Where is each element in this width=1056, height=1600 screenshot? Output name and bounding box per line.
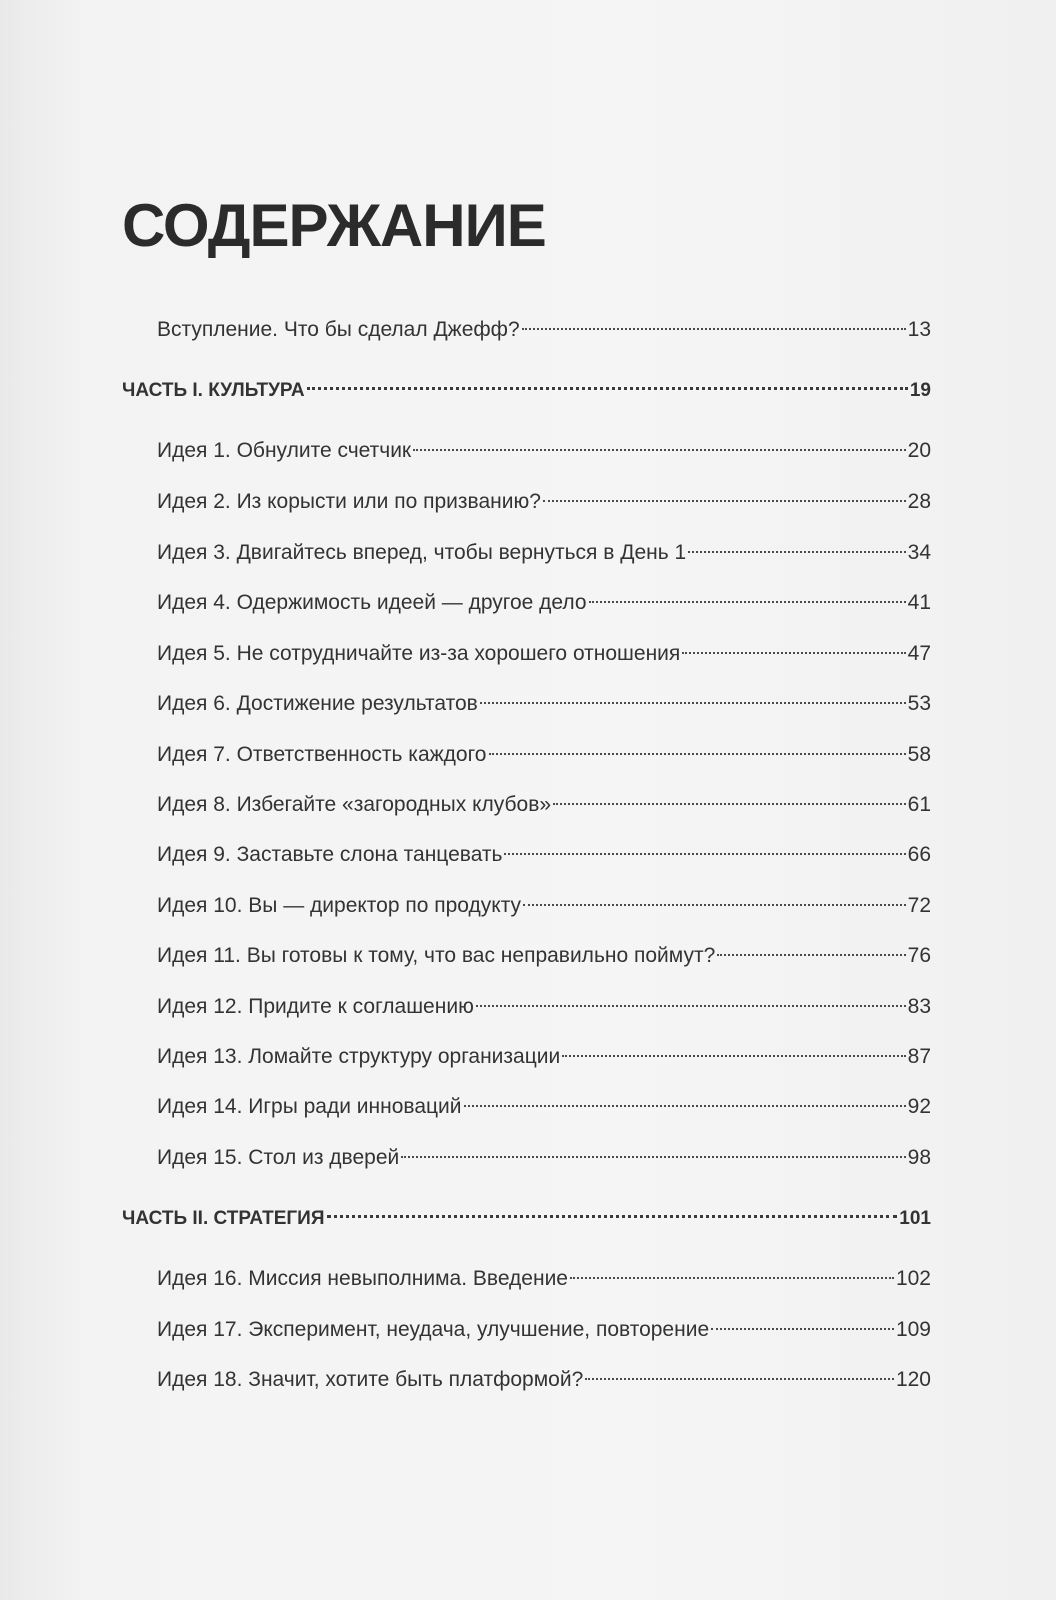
dot-leader: [711, 1328, 894, 1330]
toc-page-number: 92: [907, 1095, 931, 1118]
toc-page-number: 83: [907, 995, 931, 1018]
dot-leader: [553, 803, 906, 805]
toc-entry: [157, 1315, 931, 1345]
toc-page-number: 19: [909, 380, 931, 401]
page-title: СОДЕРЖАНИЕ: [122, 192, 546, 259]
dot-leader: [523, 904, 906, 906]
toc-entry-label: Идея 13. Ломайте структуру организации: [157, 1045, 561, 1068]
dot-leader: [543, 500, 906, 502]
toc-entry-label: Вступление. Что бы сделал Джефф?: [157, 318, 520, 341]
toc-page-number: 61: [907, 793, 931, 816]
toc-entry-label: Идея 17. Эксперимент, неудача, улучшение, повторение: [157, 1318, 710, 1341]
dot-leader: [413, 449, 906, 451]
toc-entry-label: Идея 4. Одержимость идеей — другое дело: [157, 591, 587, 614]
dot-leader: [464, 1105, 906, 1107]
toc-page-number: 87: [907, 1045, 931, 1068]
toc-page-number: 20: [907, 439, 931, 462]
toc-page-number: 76: [907, 944, 931, 967]
toc-entry: [157, 689, 931, 719]
dot-leader: [589, 601, 906, 603]
toc-entry-label: Идея 8. Избегайте «загородных клубов»: [157, 793, 552, 816]
toc-page-number: 101: [899, 1208, 931, 1229]
toc-entry: [157, 1143, 931, 1173]
toc-entry-label: Идея 9. Заставьте слона танцевать: [157, 843, 503, 866]
toc-entry-label: Идея 15. Стол из дверей: [157, 1146, 400, 1169]
dot-leader: [717, 954, 905, 956]
toc-entry: [157, 840, 931, 870]
toc-entry-label: ЧАСТЬ I. КУЛЬТУРА: [122, 380, 305, 401]
toc-page-number: 98: [907, 1146, 931, 1169]
toc-page-number: 109: [895, 1318, 931, 1341]
toc-entry: [157, 1092, 931, 1122]
toc-page-number: 72: [907, 894, 931, 917]
toc-entry-label: Идея 12. Придите к соглашению: [157, 995, 474, 1018]
toc-entry: [157, 891, 931, 921]
toc-entry: [157, 436, 931, 466]
toc-entry-label: Идея 10. Вы — директор по продукту: [157, 894, 522, 917]
dot-leader: [585, 1378, 894, 1380]
toc-entry-label: Идея 7. Ответственность каждого: [157, 743, 487, 766]
toc-page-number: 58: [907, 743, 931, 766]
dot-leader: [504, 853, 905, 855]
toc-part-heading: [122, 376, 931, 406]
toc-page-number: 34: [907, 541, 931, 564]
dot-leader: [562, 1055, 905, 1057]
toc-entry-label: Идея 3. Двигайтесь вперед, чтобы вернуться в День 1: [157, 541, 687, 564]
toc-part-heading: [122, 1204, 931, 1234]
toc-entry-label: Идея 2. Из корысти или по призванию?: [157, 490, 541, 513]
toc-entry-label: ЧАСТЬ II. СТРАТЕГИЯ: [122, 1208, 325, 1229]
toc-entry-label: Идея 14. Игры ради инноваций: [157, 1095, 462, 1118]
toc-entry: [157, 1042, 931, 1072]
dot-leader: [682, 652, 905, 654]
toc-page-number: 53: [907, 692, 931, 715]
toc-entry-label: Идея 16. Миссия невыполнима. Введение: [157, 1267, 568, 1290]
toc-page-number: 102: [895, 1267, 931, 1290]
toc-entry-label: Идея 1. Обнулите счетчик: [157, 439, 412, 462]
toc-entry-label: Идея 5. Не сотрудничайте из-за хорошего отношения: [157, 642, 681, 665]
dot-leader: [480, 702, 906, 704]
toc-entry: [157, 790, 931, 820]
toc-entry: [157, 1264, 931, 1294]
toc-page-number: 28: [907, 490, 931, 513]
toc-page-number: 120: [895, 1368, 931, 1391]
toc-entry: [157, 487, 931, 517]
toc-entry: [157, 639, 931, 669]
toc-entry: [157, 740, 931, 770]
toc-entry-label: Идея 18. Значит, хотите быть платформой?: [157, 1368, 584, 1391]
toc-page-number: 13: [907, 318, 931, 341]
dot-leader: [401, 1156, 905, 1158]
dot-leader: [522, 328, 906, 330]
toc-entry: [157, 1365, 931, 1395]
toc-entry: [157, 992, 931, 1022]
toc-entry-label: Идея 11. Вы готовы к тому, что вас неправильно поймут?: [157, 944, 716, 967]
toc-entry: [157, 315, 931, 345]
dot-leader: [489, 753, 906, 755]
dot-leader: [327, 1215, 898, 1218]
toc-entry: [157, 538, 931, 568]
toc-page-number: 41: [907, 591, 931, 614]
toc-page-number: 66: [907, 843, 931, 866]
dot-leader: [688, 551, 905, 553]
dot-leader: [307, 387, 908, 390]
dot-leader: [476, 1005, 906, 1007]
toc-entry: [157, 588, 931, 618]
toc-entry-label: Идея 6. Достижение результатов: [157, 692, 478, 715]
toc-entry: [157, 941, 931, 971]
toc-page-number: 47: [907, 642, 931, 665]
dot-leader: [570, 1277, 894, 1279]
